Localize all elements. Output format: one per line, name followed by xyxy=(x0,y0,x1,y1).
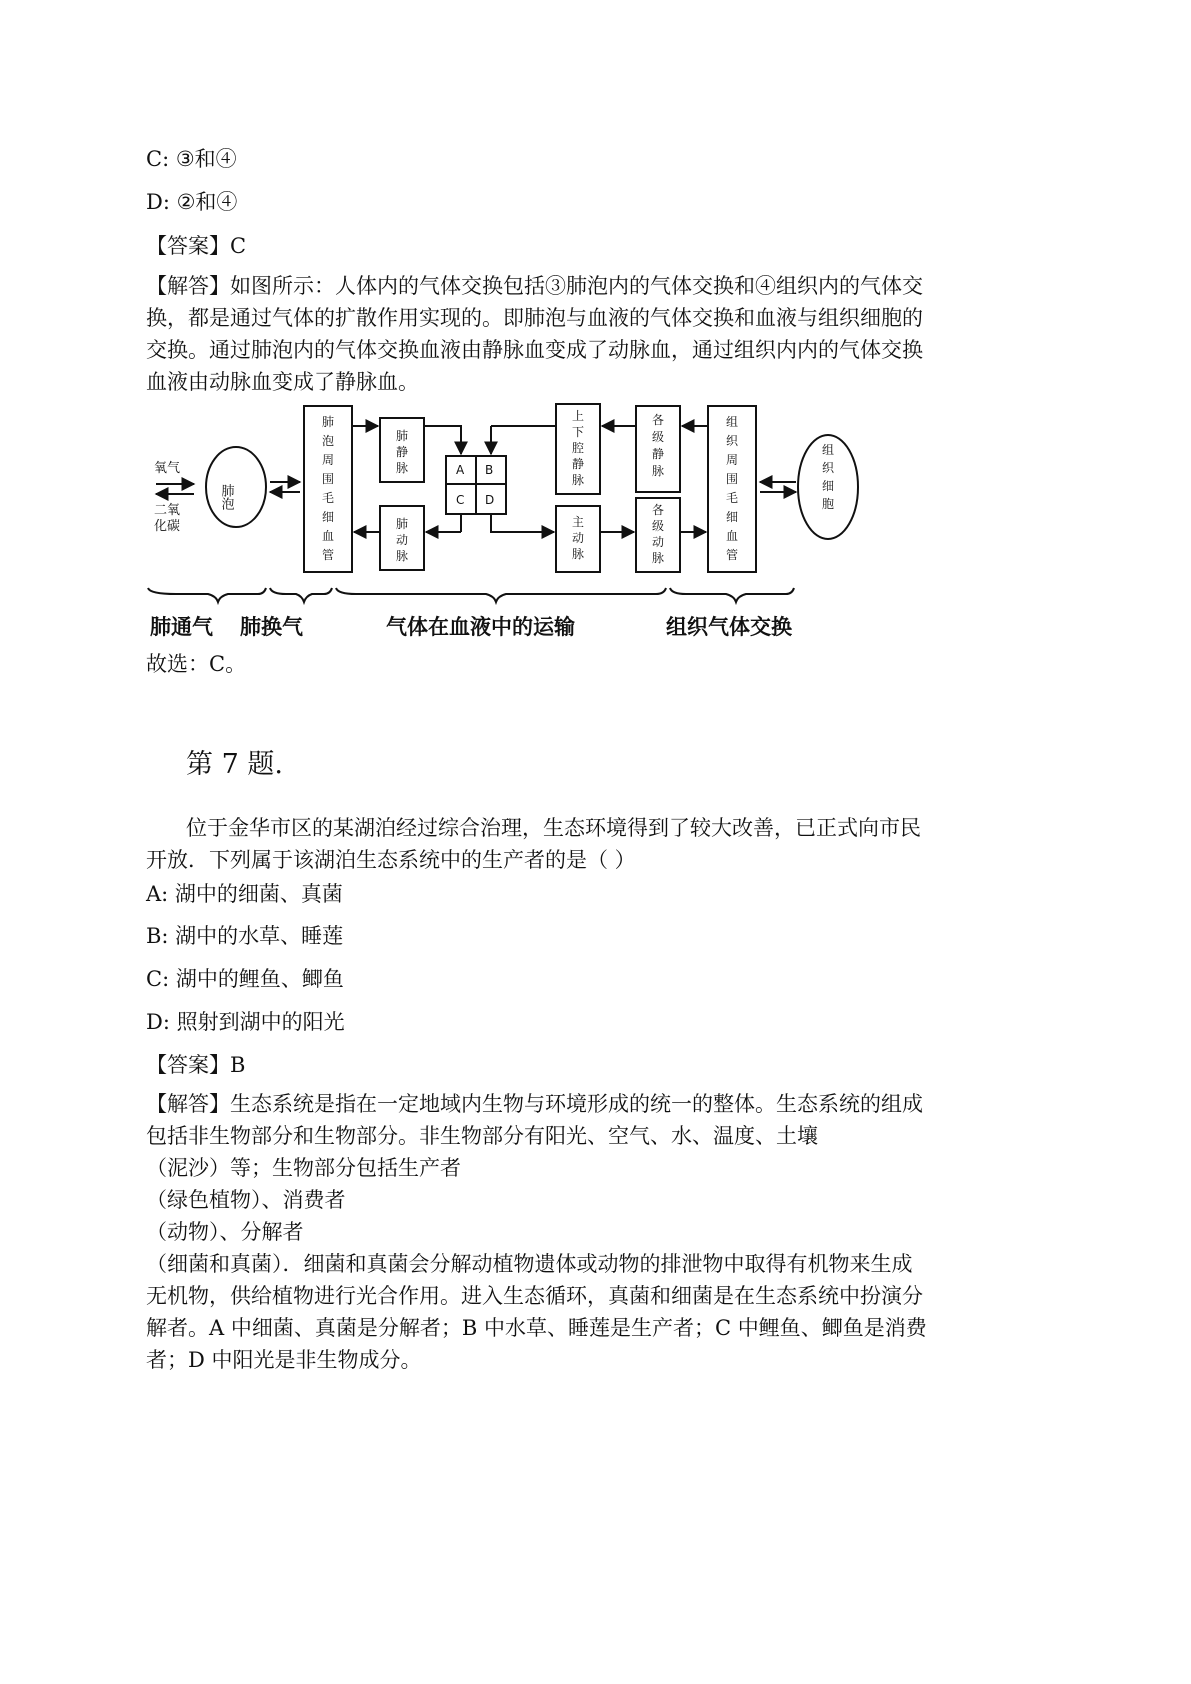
alveolus-shape xyxy=(206,447,266,527)
stem-line: 位于金华市区的某湖泊经过综合治理，生态环境得到了较大改善，已正式向市民 xyxy=(186,816,921,840)
aorta-glyph: 主 xyxy=(571,515,585,529)
option-b: B: 湖中的水草、睡莲 xyxy=(146,924,344,948)
analysis-line: 换，都是通过气体的扩散作用实现的。即肺泡与血液的气体交换和血液与组织细胞的 xyxy=(146,306,923,330)
pulmonary-vein-glyph: 静 xyxy=(395,445,409,459)
arteries-glyph: 级 xyxy=(651,519,665,533)
option-a: A: 湖中的细菌、真菌 xyxy=(146,882,343,906)
lung-capillary-glyph: 毛 xyxy=(321,491,335,505)
tissue-capillary-glyph: 组 xyxy=(725,415,739,429)
lung-capillary-glyph: 管 xyxy=(321,548,335,562)
analysis-line: （细菌和真菌）．细菌和真菌会分解动植物遗体或动物的排泄物中取得有机物来生成 xyxy=(146,1252,913,1276)
tissue-capillary-glyph: 管 xyxy=(725,548,739,562)
analysis-line: （动物）、分解者 xyxy=(146,1220,304,1244)
lung-capillary-glyph: 血 xyxy=(321,529,335,543)
option-c: C: ③和④ xyxy=(146,147,237,171)
lung-capillary-glyph: 肺 xyxy=(321,415,335,429)
lung-capillary-glyph: 周 xyxy=(321,453,335,467)
veins-glyph: 脉 xyxy=(651,464,665,478)
vena-cava-glyph: 脉 xyxy=(571,473,585,487)
tissue-capillary-glyph: 周 xyxy=(725,453,739,467)
tissue-capillary-glyph: 织 xyxy=(725,434,739,448)
alveolus-label: 肺泡 xyxy=(218,484,234,510)
vena-cava-glyph: 腔 xyxy=(571,441,585,455)
tissue-capillary-glyph: 毛 xyxy=(725,491,739,505)
veins-glyph: 静 xyxy=(651,447,665,461)
analysis-line: 者；D 中阳光是非生物成分。 xyxy=(146,1348,422,1372)
analysis-line: 交换。通过肺泡内的气体交换血液由静脉血变成了动脉血，通过组织内内的气体交换 xyxy=(146,338,923,362)
vena-cava-glyph: 静 xyxy=(571,457,585,471)
arteries-glyph: 动 xyxy=(651,535,665,549)
chamber-a: A xyxy=(456,463,465,477)
analysis-line: （绿色植物）、消费者 xyxy=(146,1188,346,1212)
arteries-glyph: 各 xyxy=(651,503,665,517)
tissue-cells-glyph: 胞 xyxy=(821,497,835,511)
vena-cava-glyph: 下 xyxy=(571,425,585,439)
analysis-line: 包括非生物部分和生物部分。非生物部分有阳光、空气、水、温度、土壤 xyxy=(146,1124,818,1148)
aorta-glyph: 脉 xyxy=(571,547,585,561)
aorta-glyph: 动 xyxy=(571,531,585,545)
left-label-co2-a: 二氧 xyxy=(154,503,181,518)
arteries-glyph: 脉 xyxy=(651,551,665,565)
veins-glyph: 级 xyxy=(651,430,665,444)
gas-exchange-diagram xyxy=(146,402,866,642)
tissue-cells-glyph: 细 xyxy=(821,479,835,493)
answer: 【答案】B xyxy=(146,1053,246,1077)
analysis-line: 【解答】生态系统是指在一定地域内生物与环境形成的统一的整体。生态系统的组成 xyxy=(146,1092,923,1116)
tissue-cells-glyph: 组 xyxy=(821,443,835,457)
stage-ventilation: 肺通气 xyxy=(150,615,213,639)
question-heading: 第 7 题. xyxy=(186,749,283,780)
left-label-co2-b: 化碳 xyxy=(154,519,181,534)
chamber-b: B xyxy=(485,463,494,477)
answer: 【答案】C xyxy=(146,234,247,258)
question-stem xyxy=(146,812,1046,876)
analysis-line: 血液由动脉血变成了静脉血。 xyxy=(146,370,419,394)
stem-line: 开放．下列属于该湖泊生态系统中的生产者的是（ ） xyxy=(146,848,636,872)
lung-capillary-glyph: 细 xyxy=(321,510,335,524)
analysis-line: 解者。A 中细菌、真菌是分解者；B 中水草、睡莲是生产者；C 中鲤鱼、鲫鱼是消费 xyxy=(146,1316,927,1340)
analysis-line: 无机物，供给植物进行光合作用。进入生态循环，真菌和细菌是在生态系统中扮演分 xyxy=(146,1284,923,1308)
tissue-cells-glyph: 织 xyxy=(821,461,835,475)
lung-capillary-glyph: 围 xyxy=(321,472,335,486)
tissue-capillary-glyph: 细 xyxy=(725,510,739,524)
left-label-oxygen: 氧气 xyxy=(154,461,181,476)
option-d: D: 照射到湖中的阳光 xyxy=(146,1010,345,1034)
conclusion: 故选：C。 xyxy=(146,652,247,676)
chamber-d: D xyxy=(485,493,495,507)
chamber-c: C xyxy=(456,493,465,507)
option-d: D: ②和④ xyxy=(146,190,238,214)
analysis xyxy=(146,1088,1046,1376)
lung-capillary-glyph: 泡 xyxy=(321,434,335,448)
stage-transport: 气体在血液中的运输 xyxy=(386,615,575,639)
analysis-line: （泥沙）等；生物部分包括生产者 xyxy=(146,1156,461,1180)
pulmonary-artery-glyph: 脉 xyxy=(395,549,409,563)
vena-cava-glyph: 上 xyxy=(571,409,585,423)
pulmonary-artery-glyph: 动 xyxy=(395,533,409,547)
stage-tissue-exchange: 组织气体交换 xyxy=(666,615,792,639)
analysis-line: 【解答】如图所示：人体内的气体交换包括③肺泡内的气体交换和④组织内的气体交 xyxy=(146,274,923,298)
tissue-capillary-glyph: 围 xyxy=(725,472,739,486)
option-c: C: 湖中的鲤鱼、鲫鱼 xyxy=(146,967,344,991)
veins-glyph: 各 xyxy=(651,413,665,427)
pulmonary-vein-glyph: 脉 xyxy=(395,461,409,475)
pulmonary-vein-glyph: 肺 xyxy=(395,429,409,443)
stage-lung-exchange: 肺换气 xyxy=(240,615,303,639)
pulmonary-artery-glyph: 肺 xyxy=(395,517,409,531)
analysis xyxy=(146,270,1046,398)
tissue-capillary-glyph: 血 xyxy=(725,529,739,543)
